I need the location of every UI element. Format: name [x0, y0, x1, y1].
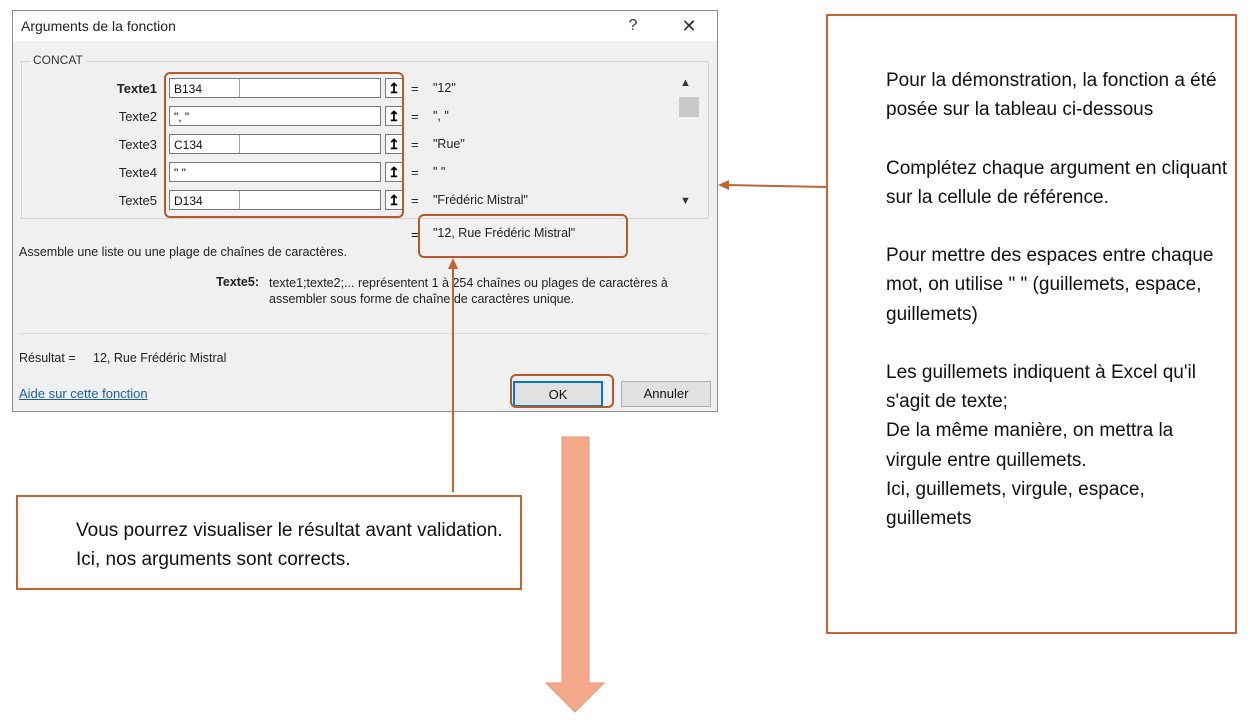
arg-input-value: " "	[174, 166, 186, 180]
equals-sign: =	[411, 227, 419, 242]
arg-label-texte2: Texte2	[118, 109, 157, 124]
note-paragraph: Pour la démonstration, la fonction a été posée sur la tableau ci-dessous	[886, 70, 1217, 121]
arg-input-value: ", "	[174, 110, 190, 124]
result-value: 12, Rue Frédéric Mistral	[93, 351, 227, 365]
arg-value-texte3: "Rue"	[433, 137, 465, 151]
arg-label-texte5: Texte5	[118, 193, 157, 208]
arg-value-texte5: "Frédéric Mistral"	[433, 193, 528, 207]
param-description: texte1;texte2;... représentent 1 à 254 chaînes ou plages de caractères à assembler sous forme de chaîne de caractères unique.	[269, 276, 668, 306]
param-name: Texte5:	[216, 275, 259, 289]
note-paragraph: Les guillemets indiquent à Excel qu'il s'agit de texte; De la même manière, on mettra la virgule entre quillemets. Ici, guillemets, virgule, espace, guillemets	[886, 361, 1196, 529]
equals-sign: =	[411, 109, 419, 124]
arrowhead-icon	[448, 258, 458, 269]
pointer-arrow-right-note	[727, 185, 828, 187]
result-preview: "12, Rue Frédéric Mistral"	[433, 226, 576, 240]
result-note-text: Vous pourrez visualiser le résultat avant validation. Ici, nos arguments sont corrects.	[76, 520, 503, 570]
arg-label-texte3: Texte3	[118, 137, 157, 152]
equals-sign: =	[411, 193, 419, 208]
collapse-ref-icon[interactable]: ↥	[385, 190, 403, 210]
chevron-down-icon[interactable]: ▼	[680, 195, 691, 207]
arg-label-texte1: Texte1	[116, 81, 157, 96]
collapse-ref-icon[interactable]: ↥	[385, 134, 403, 154]
function-name: CONCAT	[30, 53, 86, 67]
instructions-note	[826, 14, 1237, 634]
result-label: Résultat =	[19, 351, 76, 365]
cancel-button[interactable]: Annuler	[621, 381, 711, 407]
chevron-up-icon[interactable]: ▲	[680, 77, 691, 89]
arg-value-texte4: " "	[433, 165, 446, 179]
arg-value-texte1: "12"	[433, 81, 456, 95]
instructions-text	[886, 66, 1231, 533]
arg-value-texte2: ", "	[433, 109, 449, 123]
collapse-ref-icon[interactable]: ↥	[385, 106, 403, 126]
arg-input-value: C134	[170, 135, 240, 153]
ok-button[interactable]: OK	[513, 381, 603, 407]
arrowhead-icon	[718, 180, 729, 190]
function-description: Assemble une liste ou une plage de chaînes de caractères.	[19, 245, 347, 259]
collapse-ref-icon[interactable]: ↥	[385, 78, 403, 98]
equals-sign: =	[411, 81, 419, 96]
arg-input-value: B134	[170, 79, 240, 97]
note-paragraph: Complétez chaque argument en cliquant sur la cellule de référence.	[886, 157, 1228, 208]
down-arrow-icon	[546, 437, 604, 712]
result-note	[16, 495, 522, 590]
collapse-ref-icon[interactable]: ↥	[385, 162, 403, 182]
arg-input-value: D134	[170, 191, 240, 209]
note-paragraph: Pour mettre des espaces entre chaque mot, on utilise " " (guillemets, espace, guillemets)	[886, 245, 1214, 325]
help-icon[interactable]: ?	[628, 17, 638, 34]
equals-sign: =	[411, 165, 419, 180]
equals-sign: =	[411, 137, 419, 152]
help-link[interactable]: Aide sur cette fonction	[19, 386, 148, 401]
close-icon[interactable]: ✕	[681, 16, 697, 36]
dialog-title: Arguments de la fonction	[21, 18, 176, 34]
arg-label-texte4: Texte4	[118, 165, 157, 180]
